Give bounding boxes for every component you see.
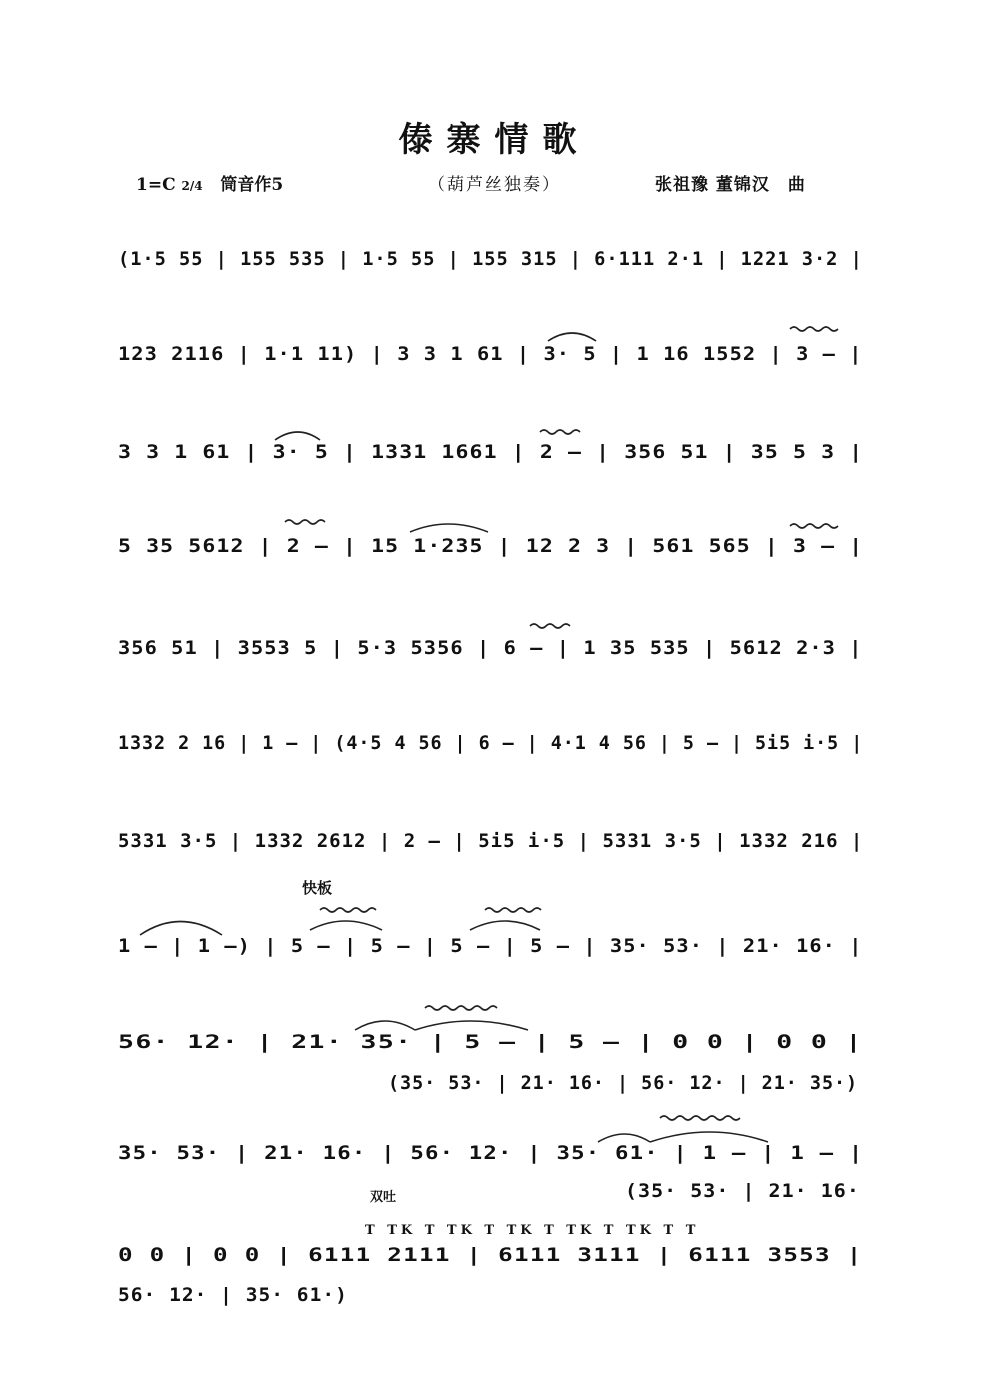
trill-mark [790,524,838,528]
slur-mark [598,1134,650,1142]
notation-text: 123 2116 | 1·1 11) | 3 3 1 61 | 3· 5 | 1 16 1552 | 3 — | [118,343,863,365]
trill-mark [320,908,376,912]
notation-text: (35· 53· | 21· 16· [625,1180,860,1202]
notation-text: 5 35 5612 | 2 — | 15 1·235 | 12 2 3 | 561 565 | 3 — | [118,535,864,557]
subtitle: （葫芦丝独奏） [428,175,561,195]
notation-text: 56· 12· | 21· 35· | 5 — | 5 — | 0 0 | 0 0 | [118,1031,863,1053]
notation-text: 35· 53· | 21· 16· | 56· 12· | 35· 61· | 1 — | 1 — | [118,1142,864,1164]
notation-text: (1·5 55 | 155 535 | 1·5 55 | 155 315 | 6·111 2·1 | 1221 3·2 | [118,248,863,270]
trill-mark [425,1006,497,1010]
slur-mark [310,921,382,930]
trill-mark [790,327,838,331]
tempo-marking: 快板 [302,879,333,897]
trill-mark [285,520,325,524]
notation-text: 1332 2 16 | 1 — | (4·5 4 56 | 6 — | 4·1 4 56 | 5 — | 5i5 i·5 | [118,732,864,754]
time-signature: 2/4 [181,179,203,193]
notation-text: 356 51 | 3553 5 | 5·3 5356 | 6 — | 1 35 535 | 5612 2·3 | [118,637,863,659]
slur-mark [275,432,320,440]
slur-mark [470,921,540,930]
slur-mark [355,1021,415,1030]
slur-mark [415,1021,528,1030]
key-signature: 1=C [136,175,176,195]
technique-marking: 双吐 [370,1190,397,1205]
trill-mark [540,430,580,434]
notation-text: 5331 3·5 | 1332 2612 | 2 — | 5i5 i·5 | 5331 3·5 | 1332 216 | [118,830,864,852]
notation-text: 3 3 1 61 | 3· 5 | 1331 1661 | 2 — | 356 51 | 35 5 3 | [118,441,864,463]
trill-mark [485,908,541,912]
score-title: 傣寨情歌 [398,120,591,160]
slur-mark [650,1132,768,1142]
slur-mark [410,524,488,532]
trill-mark [660,1116,740,1120]
fingering-note: 筒音作5 [220,175,284,195]
tongue-syllables: T TK T TK T TK T TK T TK T T [365,1223,700,1238]
trill-mark [530,624,570,628]
slur-mark [548,333,596,341]
notation-text: 0 0 | 0 0 | 6111 2111 | 6111 3111 | 6111 3553 | [118,1244,863,1266]
composer-credit: 张祖豫 董锦汉 曲 [655,175,806,195]
notation-text: 1 — | 1 —) | 5 — | 5 — | 5 — | 5 — | 35· 53· | 21· 16· | [118,935,863,957]
slur-mark [140,922,222,936]
notation-text: 56· 12· | 35· 61·) [118,1284,348,1306]
notation-text: (35· 53· | 21· 16· | 56· 12· | 21· 35·) [388,1072,859,1094]
